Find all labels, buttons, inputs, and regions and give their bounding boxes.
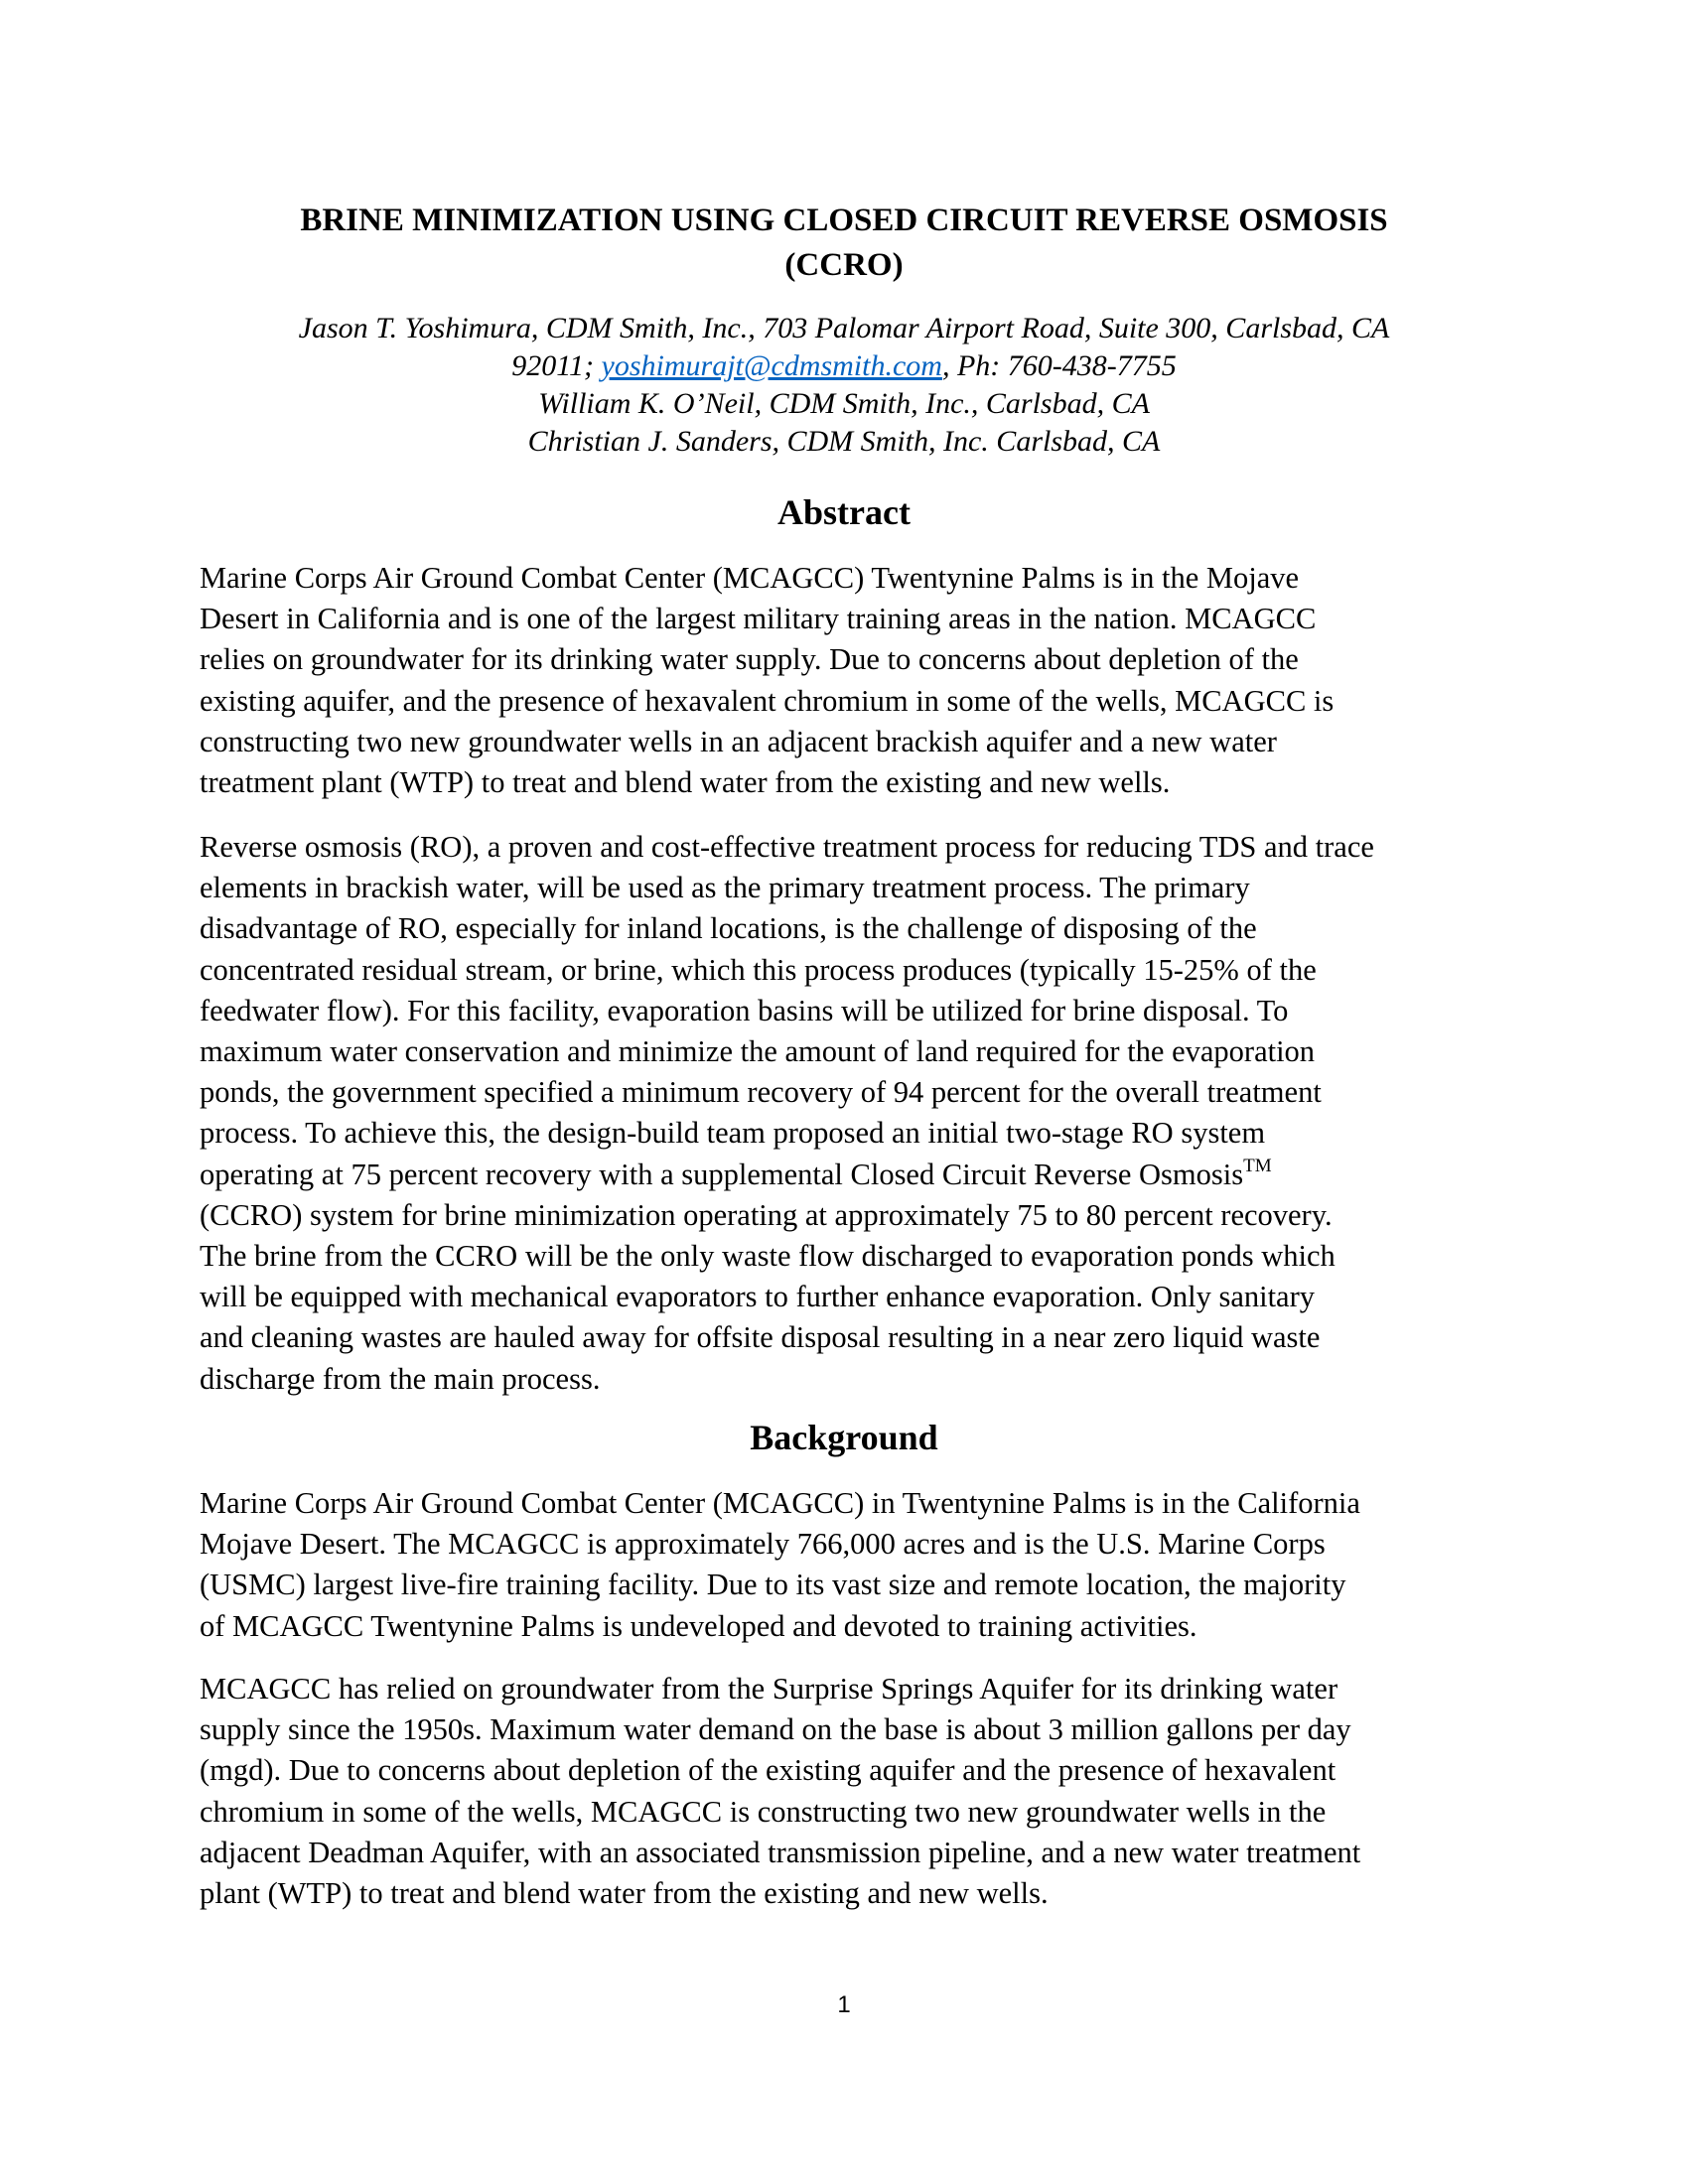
text-line: ponds, the government specified a minimum recovery of 94 percent for the overall treatment bbox=[200, 1075, 1322, 1110]
title-line-2: (CCRO) bbox=[784, 247, 904, 283]
text-line: (USMC) largest live-fire training facility. Due to its vast size and remote location, the majority bbox=[200, 1568, 1346, 1602]
abstract-paragraph-2 bbox=[200, 827, 1488, 1400]
text-line: of MCAGCC Twentynine Palms is undeveloped and devoted to training activities. bbox=[200, 1608, 1197, 1643]
author-line-2 bbox=[200, 347, 1488, 385]
author-block bbox=[200, 310, 1488, 461]
text-line: chromium in some of the wells, MCAGCC is constructing two new groundwater wells in the bbox=[200, 1794, 1327, 1829]
paper-title bbox=[200, 199, 1488, 288]
title-line-1: BRINE MINIMIZATION USING CLOSED CIRCUIT REVERSE OSMOSIS bbox=[300, 203, 1388, 238]
text-line bbox=[200, 1155, 1488, 1195]
text-line: adjacent Deadman Aquifer, with an associated transmission pipeline, and a new water treatment bbox=[200, 1835, 1361, 1869]
text-line: Desert in California and is one of the largest military training areas in the nation. MCAGCC bbox=[200, 602, 1317, 636]
text-line: existing aquifer, and the presence of hexavalent chromium in some of the wells, MCAGCC is bbox=[200, 683, 1335, 718]
abstract-heading: Abstract bbox=[777, 492, 911, 532]
text-line: discharge from the main process. bbox=[200, 1361, 601, 1396]
text-line: concentrated residual stream, or brine, which this process produces (typically 15-25% of the bbox=[200, 952, 1317, 987]
trademark-superscript: TM bbox=[1243, 1155, 1272, 1176]
text-line: treatment plant (WTP) to treat and blend water from the existing and new wells. bbox=[200, 765, 1171, 800]
abstract-paragraph-1 bbox=[200, 558, 1488, 803]
text-line: elements in brackish water, will be used as the primary treatment process. The primary bbox=[200, 871, 1250, 905]
page-number: 1 bbox=[837, 1991, 851, 2018]
author-line-3: William K. O’Neil, CDM Smith, Inc., Carlsbad, CA bbox=[538, 387, 1150, 420]
background-paragraph-2 bbox=[200, 1669, 1488, 1914]
text-line: maximum water conservation and minimize the amount of land required for the evaporation bbox=[200, 1034, 1316, 1069]
author-phone: , Ph: 760-438-7755 bbox=[941, 349, 1177, 382]
text-line-content: operating at 75 percent recovery with a supplemental Closed Circuit Reverse Osmosis bbox=[200, 1157, 1244, 1191]
text-line: relies on groundwater for its drinking water supply. Due to concerns about depletion of the bbox=[200, 642, 1299, 677]
author-email-link[interactable]: yoshimurajt@cdmsmith.com bbox=[601, 349, 942, 382]
text-line: (mgd). Due to concerns about depletion of the existing aquifer and the presence of hexavalent bbox=[200, 1753, 1336, 1788]
author-line-4: Christian J. Sanders, CDM Smith, Inc. Carlsbad, CA bbox=[527, 425, 1161, 458]
text-line: plant (WTP) to treat and blend water from the existing and new wells. bbox=[200, 1876, 1049, 1911]
text-line: Marine Corps Air Ground Combat Center (MCAGCC) Twentynine Palms is in the Mojave bbox=[200, 561, 1300, 595]
text-line: The brine from the CCRO will be the only waste flow discharged to evaporation ponds which bbox=[200, 1239, 1336, 1274]
text-line: (CCRO) system for brine minimization operating at approximately 75 to 80 percent recovery. bbox=[200, 1197, 1333, 1232]
background-heading: Background bbox=[750, 1418, 938, 1457]
text-line: MCAGCC has relied on groundwater from the Surprise Springs Aquifer for its drinking water bbox=[200, 1672, 1338, 1706]
text-line: disadvantage of RO, especially for inland locations, is the challenge of disposing of the bbox=[200, 911, 1257, 946]
text-line: Reverse osmosis (RO), a proven and cost-effective treatment process for reducing TDS and trace bbox=[200, 830, 1374, 864]
text-line: and cleaning wastes are hauled away for offsite disposal resulting in a near zero liquid waste bbox=[200, 1320, 1321, 1355]
text-line: constructing two new groundwater wells in an adjacent brackish aquifer and a new water bbox=[200, 724, 1277, 758]
text-line: process. To achieve this, the design-build team proposed an initial two-stage RO system bbox=[200, 1116, 1266, 1151]
background-paragraph-1 bbox=[200, 1483, 1488, 1647]
text-line: supply since the 1950s. Maximum water demand on the base is about 3 million gallons per day bbox=[200, 1712, 1351, 1747]
author-line-1: Jason T. Yoshimura, CDM Smith, Inc., 703 Palomar Airport Road, Suite 300, Carlsbad, CA bbox=[298, 312, 1390, 344]
author-zip: 92011; bbox=[511, 349, 602, 382]
text-line: Marine Corps Air Ground Combat Center (MCAGCC) in Twentynine Palms is in the California bbox=[200, 1486, 1360, 1520]
text-line: Mojave Desert. The MCAGCC is approximately 766,000 acres and is the U.S. Marine Corps bbox=[200, 1527, 1326, 1562]
text-line: feedwater flow). For this facility, evaporation basins will be utilized for brine disposal. To bbox=[200, 993, 1289, 1027]
text-line: will be equipped with mechanical evaporators to further enhance evaporation. Only sanitary bbox=[200, 1280, 1316, 1314]
